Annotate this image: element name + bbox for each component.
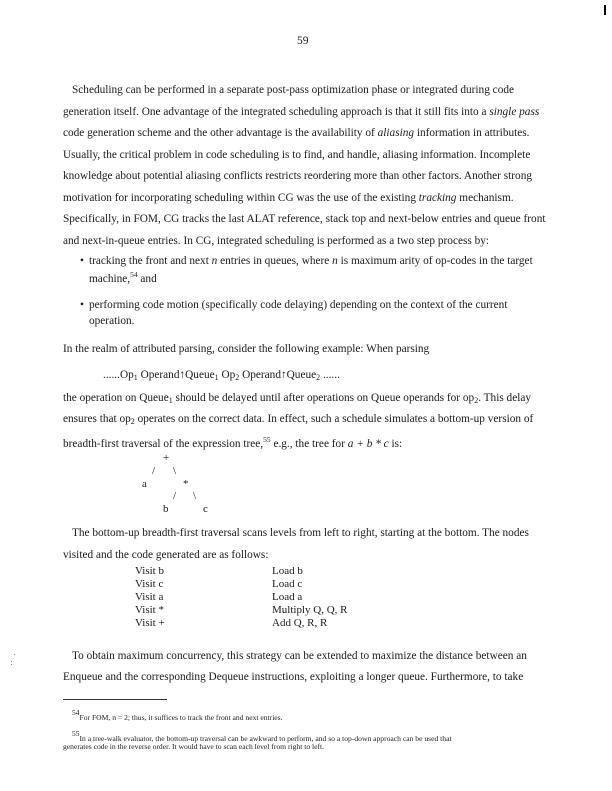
footnote-ref-54: 54 <box>130 270 138 279</box>
subscript: 2 <box>316 373 321 382</box>
emphasis-text: a + b * c <box>347 438 389 450</box>
text-span: motivation for incorporating scheduling within CG was the use of the existing <box>63 192 419 204</box>
footnote-54 <box>72 708 283 722</box>
text-line: Scheduling can be performed in a separate post-pass optimization phase or integrated during code <box>72 84 515 96</box>
footnote-55 <box>72 729 452 743</box>
text-span: ...... <box>320 369 340 381</box>
footnote-number: 55 <box>72 729 80 738</box>
text-span: generation itself. One advantage of the integrated scheduling approach is that it still fits into a <box>63 106 490 118</box>
text-line: The bottom-up breadth-first traversal scans levels from left to right, starting at the bottom. The nodes <box>72 527 529 539</box>
text-line <box>63 127 530 139</box>
text-line: Usually, the critical problem in code scheduling is to find, and handle, aliasing information. Incomplete <box>63 149 531 161</box>
emphasis-text: aliasing <box>377 127 415 139</box>
tree-edge: / <box>173 490 177 502</box>
tree-node-c: c <box>203 503 208 515</box>
text-span: machine, <box>89 273 131 285</box>
emphasis-text: tracking <box>418 192 457 204</box>
tree-node-plus: + <box>163 452 170 464</box>
text-line <box>89 255 533 267</box>
parse-formula <box>103 369 340 382</box>
code-cell: Multiply Q, Q, R <box>272 604 348 616</box>
text-line: operation. <box>89 315 135 327</box>
tree-edge: \ <box>173 465 177 477</box>
text-line: visited and the code generated are as follows: <box>63 549 269 561</box>
footnote-ref-55: 55 <box>263 435 271 444</box>
text-line <box>63 392 531 405</box>
emphasis-text: n <box>332 255 338 267</box>
text-span: is maximum arity of op-codes in the target <box>337 255 533 267</box>
scan-edge-mark <box>604 5 606 15</box>
text-line <box>63 106 539 118</box>
tree-edge: / <box>152 465 156 477</box>
text-span: Op <box>218 369 236 381</box>
text-span: the operation on Queue <box>63 392 169 404</box>
emphasis-text: single pass <box>489 106 540 118</box>
code-cell: Load a <box>272 591 303 603</box>
bullet-marker: • <box>80 255 84 267</box>
code-cell: Load b <box>272 565 303 577</box>
text-span: tracking the front and next <box>89 255 212 267</box>
text-span: mechanism. <box>456 192 514 204</box>
subscript: 2 <box>235 373 240 382</box>
footnote-divider <box>63 699 167 700</box>
text-line: knowledge about potential aliasing conflicts restricts reordering more than other factors. Another strong <box>63 170 532 182</box>
text-line <box>89 270 157 285</box>
text-line: Enqueue and the corresponding Dequeue instructions, exploiting a longer queue. Furthermore, to take <box>63 671 524 683</box>
tree-node-b: b <box>163 503 169 515</box>
visit-cell: Visit b <box>135 565 164 577</box>
scan-speck <box>14 654 15 655</box>
visit-cell: Visit * <box>135 604 164 616</box>
text-span: ensures that op <box>63 413 131 425</box>
text-span: operates on the correct data. In effect, such a schedule simulates a bottom-up version of <box>134 413 534 425</box>
page-number: 59 <box>297 35 309 47</box>
text-span: For FOM, n = 2; thus, it suffices to track the front and next entries. <box>79 713 283 722</box>
scan-speck <box>11 664 12 665</box>
text-line <box>63 413 533 426</box>
text-line: In the realm of attributed parsing, consider the following example: When parsing <box>63 343 430 355</box>
footnote-55-continued: generates code in the reverse order. It would have to scan each level from right to left. <box>63 742 325 751</box>
tree-node-a: a <box>142 478 147 490</box>
text-line: Specifically, in FOM, CG tracks the last ALAT reference, stack top and next-below entries and queue front <box>63 213 546 225</box>
footnote-number: 54 <box>72 708 80 717</box>
subscript: 1 <box>168 396 173 405</box>
scan-speck <box>11 661 12 662</box>
text-span: is: <box>388 438 403 450</box>
text-span: e.g., the tree for <box>270 438 348 450</box>
text-line <box>63 192 514 204</box>
text-span: . This delay <box>478 392 532 404</box>
text-span: and <box>137 273 157 285</box>
subscript: 2 <box>130 417 135 426</box>
tree-edge: \ <box>193 490 197 502</box>
visit-cell: Visit + <box>135 617 165 629</box>
text-span: ......Op <box>103 369 134 381</box>
subscript: 2 <box>474 396 479 405</box>
text-line: To obtain maximum concurrency, this strategy can be extended to maximize the distance between an <box>72 650 527 662</box>
text-span: should be delayed until after operations on Queue operands for op <box>172 392 475 404</box>
text-span: Operand↑Queue <box>137 369 215 381</box>
tree-node-multiply: * <box>183 478 189 490</box>
text-span: In a tree-walk evaluator, the bottom-up traversal can be awkward to perform, and so a top-down approach can be used that <box>79 734 452 743</box>
visit-cell: Visit a <box>135 591 164 603</box>
text-line <box>63 435 402 450</box>
visit-cell: Visit c <box>135 578 164 590</box>
emphasis-text: n <box>211 255 218 267</box>
code-cell: Add Q, R, R <box>272 617 328 629</box>
bullet-marker: • <box>80 299 84 311</box>
text-line: performing code motion (specifically code delaying) depending on the context of the current <box>89 299 508 311</box>
code-cell: Load c <box>272 578 303 590</box>
text-line: and next-in-queue entries. In CG, integrated scheduling is performed as a two step process by: <box>63 235 490 247</box>
text-span: information in attributes. <box>414 127 530 139</box>
subscript: 1 <box>133 373 138 382</box>
text-span: entries in queues, where <box>217 255 333 267</box>
text-span: code generation scheme and the other advantage is the availability of <box>63 127 378 139</box>
text-span: breadth-first traversal of the expression tree, <box>63 438 264 450</box>
subscript: 1 <box>214 373 219 382</box>
text-span: Operand↑Queue <box>239 369 317 381</box>
